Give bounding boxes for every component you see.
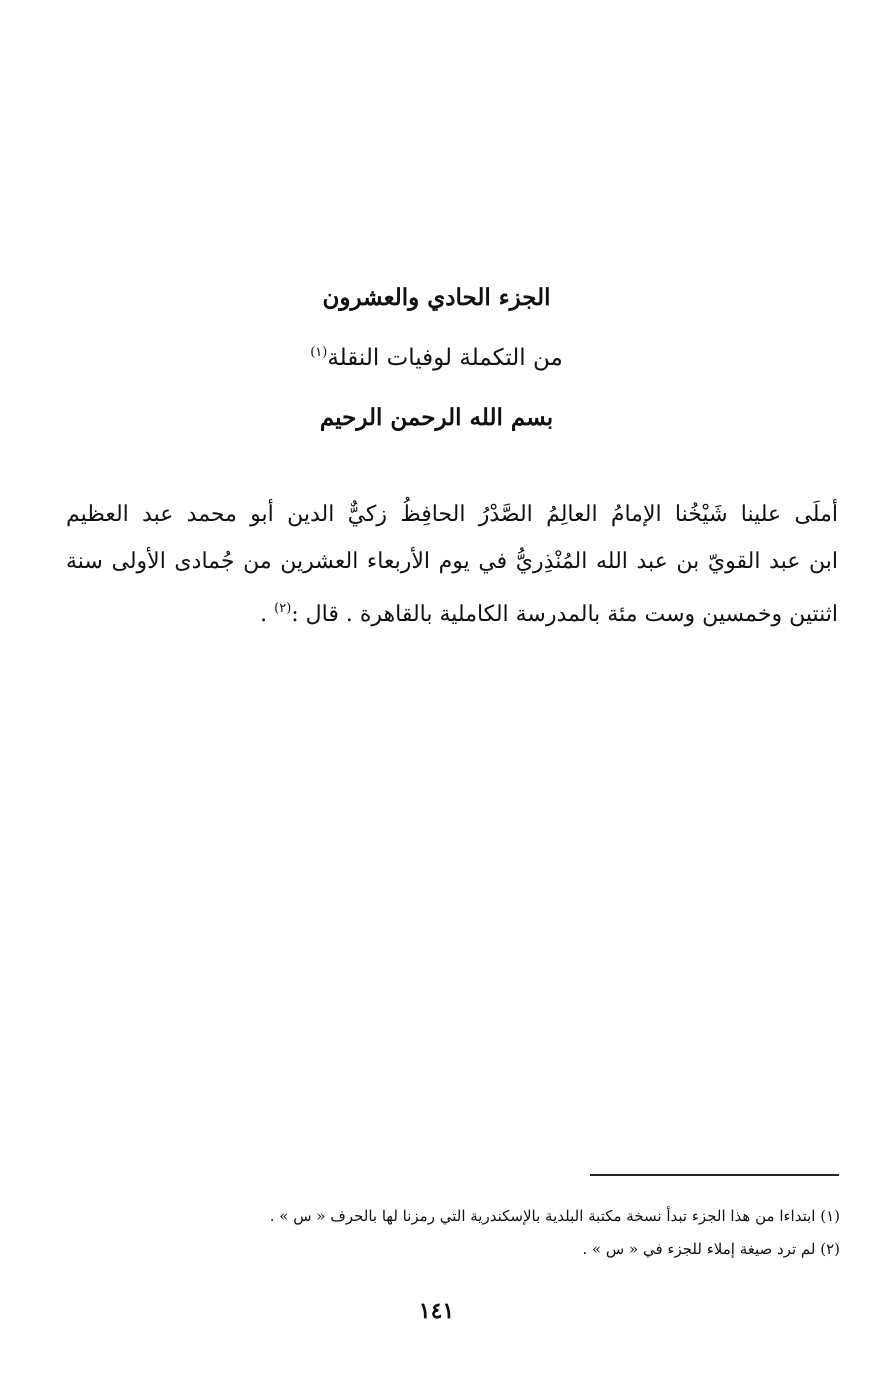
footnote-1: (١) ابتداءا من هذا الجزء تبدأ نسخة مكتبة البلدية بالإسكندرية التي رمزنا لها بالحرف « س » . [269,1207,840,1225]
footnote-ref-1: (١) [310,345,328,360]
footnote-divider [590,1174,839,1176]
footnote-ref-2: (٢) [274,601,292,616]
body-line-3-text: اثنتين وخمسين وست مئة بالمدرسة الكاملية بالقاهرة . قال : [291,602,838,627]
body-line-3 [66,585,838,638]
body-paragraph [66,491,838,638]
book-title-text: من التكملة لوفيات النقلة [327,345,563,371]
part-title-text: الجزء الحادي والعشرون [322,284,551,311]
page-number: ١٤١ [418,1298,455,1324]
part-title [0,283,873,313]
basmala-text: بسم الله الرحمن الرحيم [319,404,554,431]
footnote-2: (٢) لم ترد صيغة إملاء للجزء في « س » . [582,1240,840,1258]
body-line-1: أملَى علينا شَيْخُنا الإمامُ العالِمُ الصَّدْرُ الحافِظُ زكيٌّ الدين أبو محمد عبد العظيم [66,502,838,527]
book-title [0,338,873,373]
body-line-2: ابن عبد القويّ بن عبد الله المُنْذِريُّ في يوم الأربعاء العشرين من جُمادى الأولى سنة [66,549,838,574]
body-line-3-period: . [260,602,268,627]
basmala [0,403,873,433]
